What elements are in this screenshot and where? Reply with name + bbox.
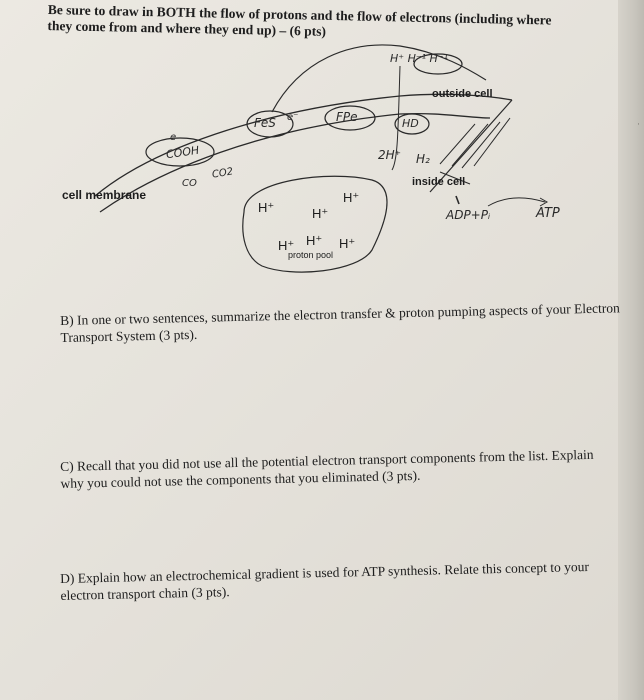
question-c [60,445,621,492]
fes-handwriting: FeS [254,116,276,130]
proton-1: H⁺ [258,200,275,215]
co2-handwriting: CO2 [211,166,235,181]
question-d-text: D) Explain how an electrochemical gradient is used for ATP synthesis. Relate this concept to your electron transport chain (3 pts). [60,559,590,603]
proton-5: H⁺ [306,233,323,248]
adp-tick [456,196,459,204]
inside-cell-label: inside cell [412,176,466,188]
proton-4: H⁺ [278,238,295,253]
electron-e-handwriting: e [170,132,177,143]
edge-mark: · [637,120,640,130]
co-handwriting: CO [182,178,197,189]
proton-6: H⁺ [339,236,356,251]
question-b [60,299,621,346]
cell-membrane-label: cell membrane [62,188,147,202]
proton-2: H⁺ [312,206,329,221]
question-c-text: C) Recall that you did not use all the potential electron transport components from the list. Explain why you could not use the components that you eliminated (3 pts). [60,446,594,491]
two-h-plus-handwriting: 2H⁺ [378,148,401,162]
cooh-handwriting: COOH [165,143,201,162]
question-b-text: B) In one or two sentences, summarize the electron transfer & proton pumping aspects of your Electron Transport System (3 pts). [60,300,620,345]
h-top-handwriting: H⁺ H⁻¹ H⁻¹ [390,52,449,65]
outside-cell-label: outside cell [432,88,493,100]
adp-atp-arrow [488,198,545,206]
fes-electron-handwriting: e⁻ [287,112,299,123]
proton-pool-label: proton pool [288,250,334,260]
flow-arrow-arc [272,45,486,112]
membrane-hatch [440,118,510,168]
fp-handwriting: FPe [336,110,358,124]
intro-instructions: Be sure to draw in BOTH the flow of protons and the flow of electrons (including where they come from and where they end up) – (6 pts) [47,2,552,39]
question-d [60,557,621,604]
proton-3: H⁺ [343,190,360,205]
h2-handwriting: H₂ [416,152,430,166]
adp-handwriting: ADP+Pᵢ [446,208,491,222]
atp-handwriting: ATP [536,206,560,221]
hd-handwriting: HD [402,117,419,130]
